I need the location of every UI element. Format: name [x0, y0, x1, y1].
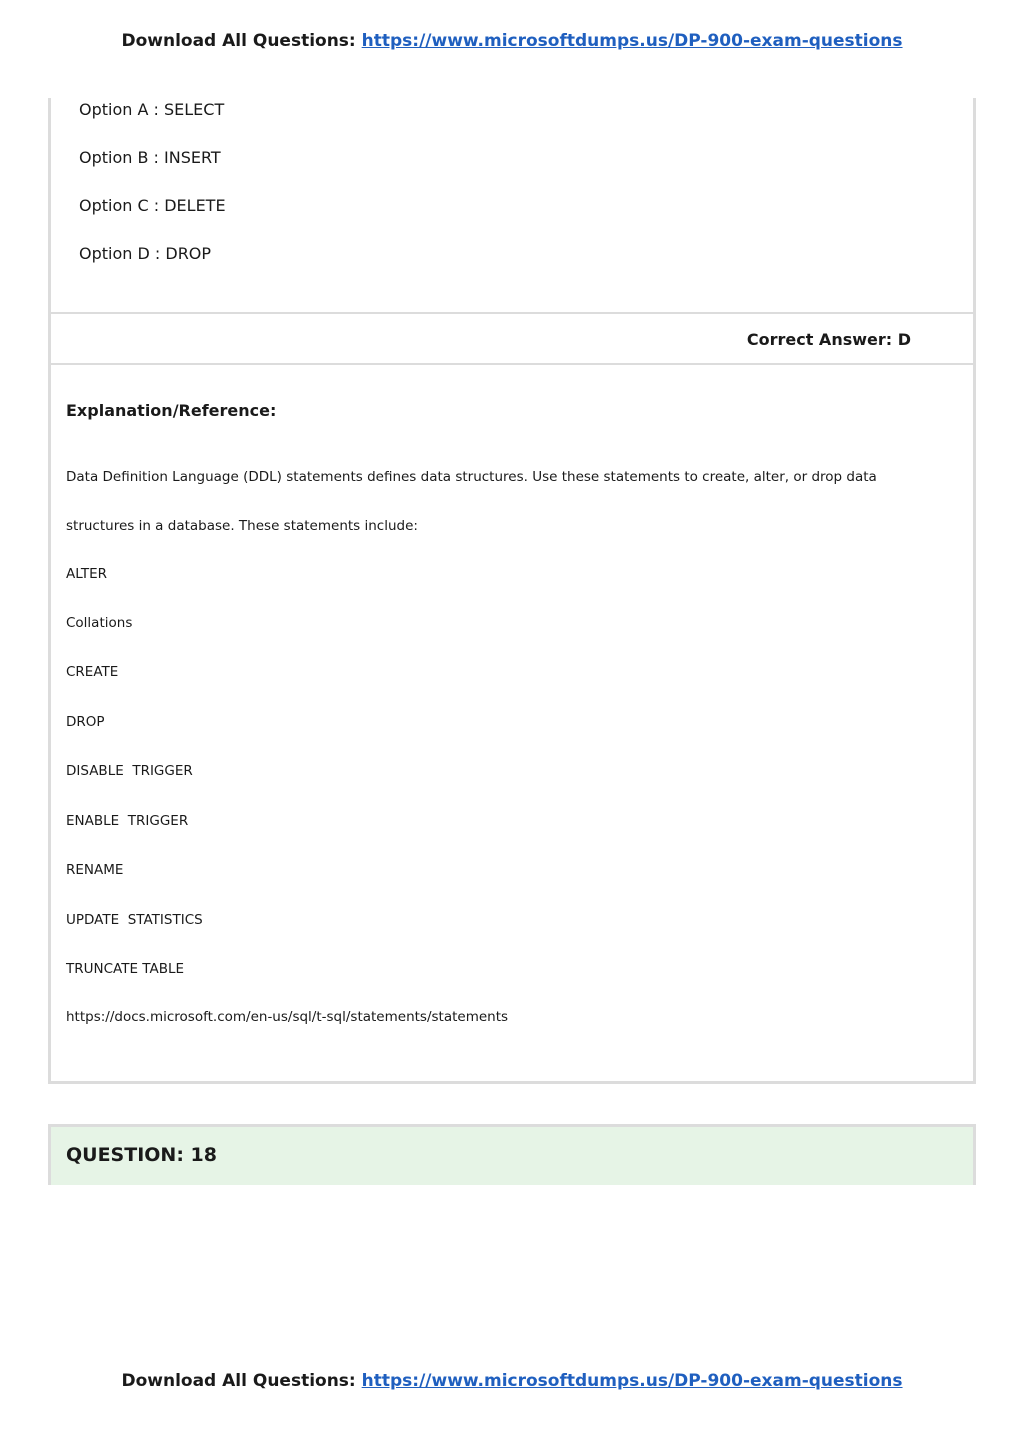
explanation-line: structures in a database. These statements include: — [66, 518, 418, 534]
option-d: Option D : DROP — [79, 244, 212, 263]
explanation-line: Collations — [66, 615, 133, 631]
reference-url: https://docs.microsoft.com/en-us/sql/t-sql/statements/statements — [66, 1009, 509, 1025]
explanation-line: ALTER — [66, 566, 108, 582]
explanation-line: ENABLE TRIGGER — [66, 813, 189, 829]
explanation-title: Explanation/Reference: — [66, 401, 277, 420]
explanation-line: RENAME — [66, 862, 124, 878]
explanation-line: CREATE — [66, 664, 119, 680]
download-footer — [0, 1371, 1024, 1391]
divider — [51, 363, 973, 365]
explanation-line: DROP — [66, 714, 105, 730]
download-link[interactable]: https://www.microsoftdumps.us/DP-900-exam-questions — [361, 1371, 903, 1391]
explanation-line: Data Definition Language (DDL) statements defines data structures. Use these statements to create, alter, or drop data — [66, 469, 877, 485]
option-c: Option C : DELETE — [79, 196, 226, 215]
explanation-line: TRUNCATE TABLE — [66, 961, 185, 977]
explanation-line: UPDATE STATISTICS — [66, 912, 203, 928]
option-b: Option B : INSERT — [79, 148, 221, 167]
download-link[interactable]: https://www.microsoftdumps.us/DP-900-exam-questions — [361, 31, 903, 51]
download-header — [0, 31, 1024, 51]
divider — [51, 312, 973, 314]
option-a: Option A : SELECT — [79, 100, 225, 119]
download-label: Download All Questions: — [121, 1371, 356, 1391]
question-header — [48, 1124, 976, 1185]
question-number: QUESTION: 18 — [66, 1144, 217, 1166]
question-card — [48, 98, 976, 1084]
correct-answer: Correct Answer: D — [746, 330, 911, 349]
download-label: Download All Questions: — [121, 31, 356, 51]
explanation-line: DISABLE TRIGGER — [66, 763, 193, 779]
